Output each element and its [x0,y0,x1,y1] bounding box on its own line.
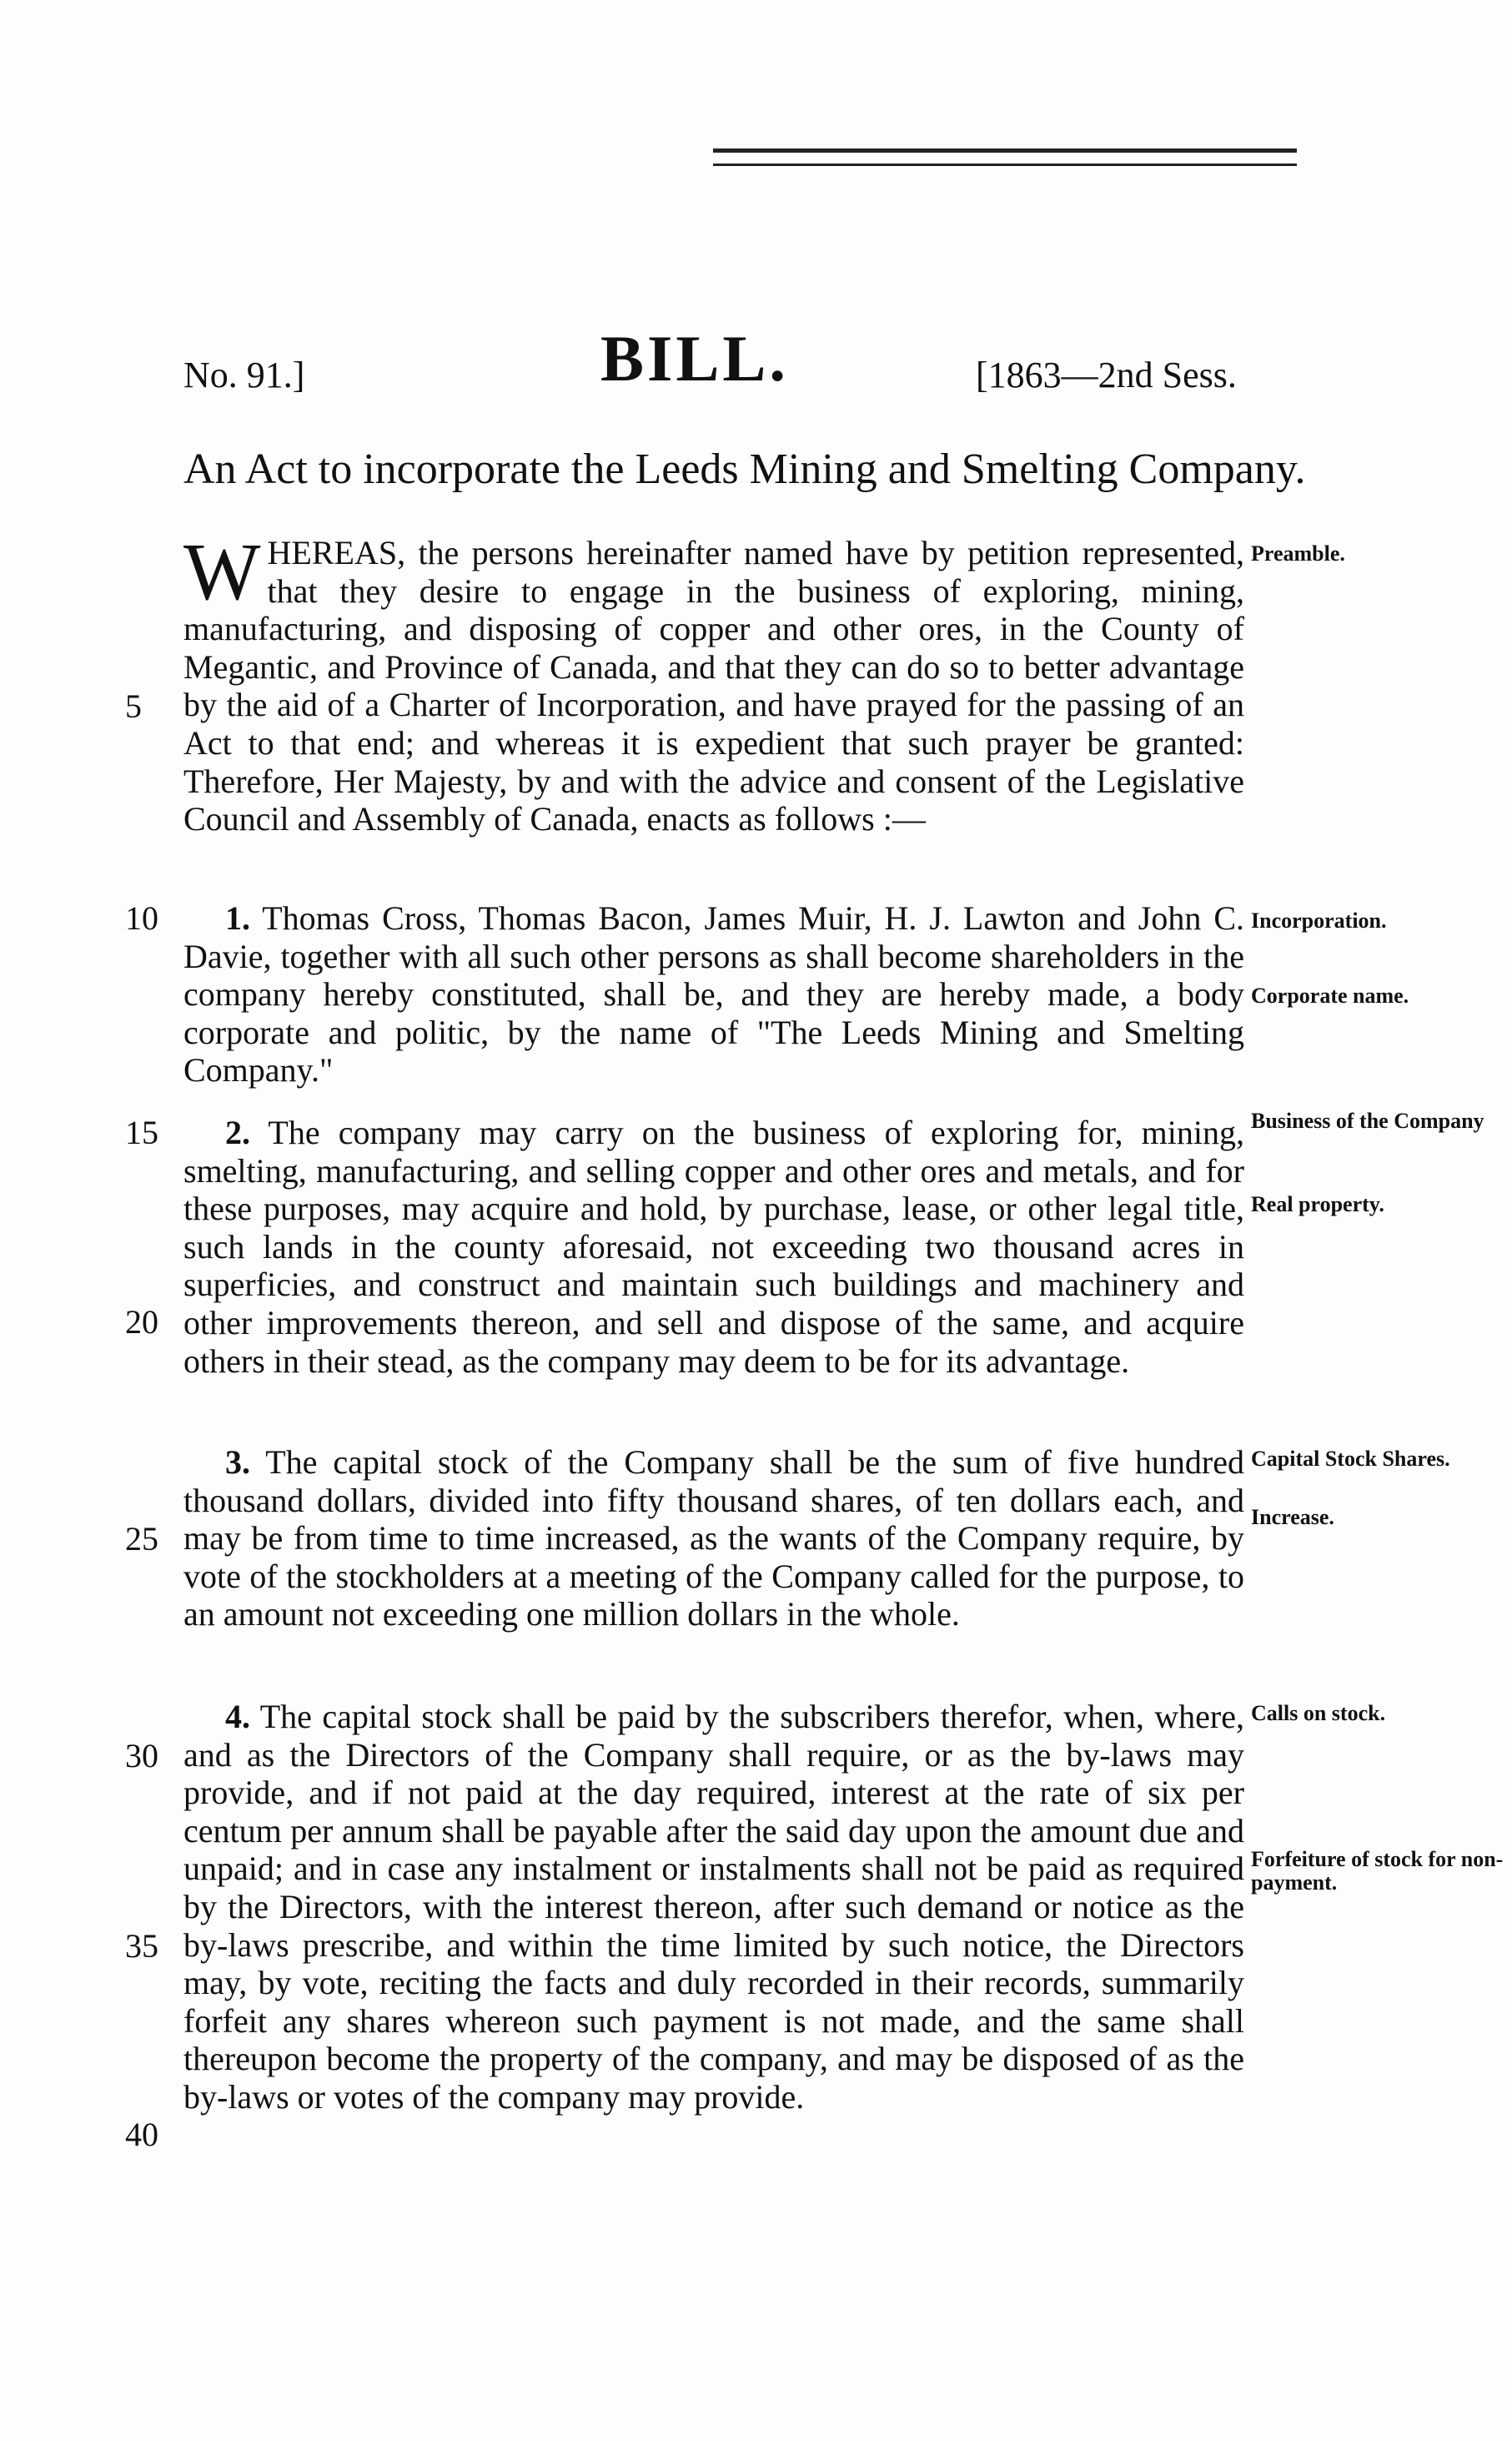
section-number: 1. [225,899,250,937]
line-number: 35 [125,1927,158,1965]
margin-incorporation: Incorporation. [1251,908,1387,933]
margin-calls-on-stock: Calls on stock. [1251,1701,1386,1725]
section-4 [183,1698,1244,2116]
top-rule-thin [713,164,1297,166]
line-number: 15 [125,1114,158,1151]
line-number: 5 [125,687,142,725]
margin-business: Business of the Company [1251,1109,1484,1133]
drop-cap: W [183,527,261,617]
margin-corporate-name: Corporate name. [1251,984,1409,1008]
section-2 [183,1114,1244,1380]
margin-real-property: Real property. [1251,1192,1384,1216]
preamble [183,527,1244,838]
session-label: [1863—2nd Sess. [976,355,1237,395]
line-number: 30 [125,1737,158,1774]
bill-number: No. 91.] [183,355,305,395]
top-rule [713,148,1297,153]
section-text: Thomas Cross, Thomas Bacon, James Muir, H. J. Lawton and John C. Davie, together with all such other persons as shall become shareholders in the company hereby constituted, shall be, and they are hereby made, a body corporate and politic, by the name of "The Leeds Mining and Smelting Company." [183,899,1245,1090]
section-number: 3. [225,1443,250,1481]
section-1 [183,899,1244,1090]
line-number: 40 [125,2116,158,2153]
bill-heading: BILL. [600,322,789,395]
section-number: 4. [225,1698,250,1735]
line-number: 25 [125,1520,158,1558]
section-text: The capital stock shall be paid by the subscribers therefor, when, where, and as the Directors of the Company shall require, or as the by-laws may provide, and if not paid at the day required, interest at the rate of six per centum per annum shall be payable after the said day upon the amount due and unpaid; and in case any instalment or instalments shall not be paid as required by the Directors, with the interest thereon, after such demand or notice as the by-laws prescribe, and within the time limited by such notice, the Directors may, by vote, reciting the facts and duly recorded in their records, summarily forfeit any shares whereon such payment is not made, and the same shall thereupon become the property of the company, and may be disposed of as the by-laws or votes of the company may provide. [183,1698,1244,2116]
margin-capital-stock: Capital Stock Shares. [1251,1447,1450,1471]
preamble-text: HEREAS, the persons hereinafter named have by petition represented, that they desire to engage in the business of exploring, mining, manufacturing, and disposing of copper and other ores, in the County of Megantic, and Province of Canada, and that they can do so to better advantage by the aid of a Charter of Incorporation, and have prayed for the passing of an Act to that end; and whereas it is expedient that such prayer be granted: Therefore, Her Majesty, by and with the advice and consent of the Legislative Council and Assembly of Canada, enacts as follows :— [183,534,1244,838]
act-title: An Act to incorporate the Leeds Mining and Smelting Company. [183,445,1306,493]
line-number: 10 [125,899,158,937]
margin-increase: Increase. [1251,1505,1334,1529]
margin-forfeiture: Forfeiture of stock for non-payment. [1251,1847,1504,1895]
section-text: The company may carry on the business of exploring for, mining, smelting, manufacturing, and selling copper and other ores and metals, and for these purposes, may acquire and hold, by purchase, lease, or other legal title, such lands in the county aforesaid, not exceeding two thousand acres in superficies, and construct and maintain such buildings and machinery and other improvements thereon, and sell and dispose of the same, and acquire others in their stead, as the company may deem to be for its advantage. [183,1114,1245,1380]
section-number: 2. [225,1114,250,1151]
margin-preamble: Preamble. [1251,541,1345,566]
section-3 [183,1443,1244,1633]
line-number: 20 [125,1303,158,1341]
section-text: The capital stock of the Company shall be the sum of five hundred thousand dollars, divided into fifty thousand shares, of ten dollars each, and may be from time to time increased, as the wants of the Company require, by vote of the stockholders at a meeting of the Company called for the purpose, to an amount not exceeding one million dollars in the whole. [183,1443,1245,1633]
